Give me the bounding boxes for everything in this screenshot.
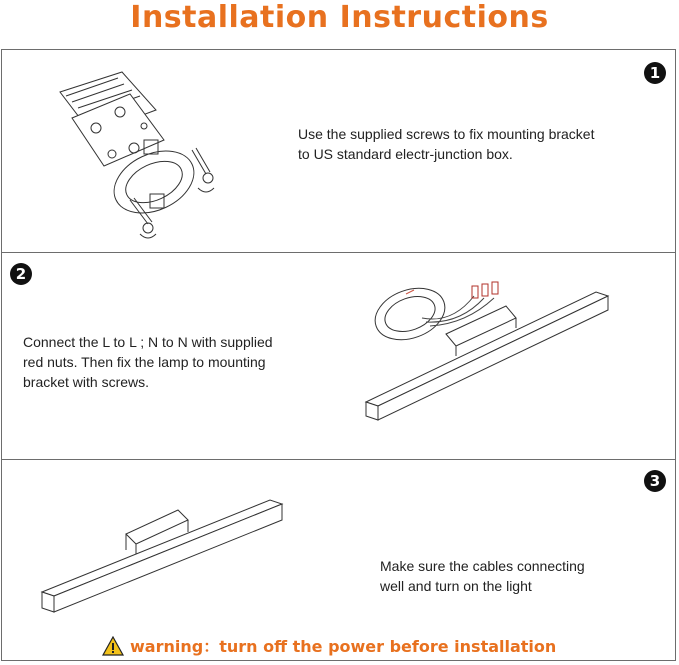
step-2-text: Connect the L to L ; N to N with supplied red nuts. Then fix the lamp to mounting bracket with screws.: [23, 334, 273, 390]
warning-banner: [102, 635, 582, 659]
junction-box-illustration: [52, 70, 252, 245]
step-2-number-badge: 2: [10, 263, 32, 285]
step-divider-2: [1, 459, 676, 460]
lamp-wiring-illustration: [360, 274, 620, 424]
warning-text: warning：turn off the power before installation: [130, 637, 557, 656]
step-divider-1: [1, 252, 676, 253]
step-1-text: Use the supplied screws to fix mounting bracket to US standard electr-junction box.: [298, 126, 595, 162]
step-3-number-badge: 3: [644, 470, 666, 492]
step-1-number-badge: 1: [644, 62, 666, 84]
step-3-text: Make sure the cables connecting well and turn on the light: [380, 558, 585, 594]
installed-lamp-illustration: [38, 494, 288, 620]
page-title: Installation Instructions: [130, 0, 549, 35]
warning-triangle-icon: [102, 636, 124, 656]
